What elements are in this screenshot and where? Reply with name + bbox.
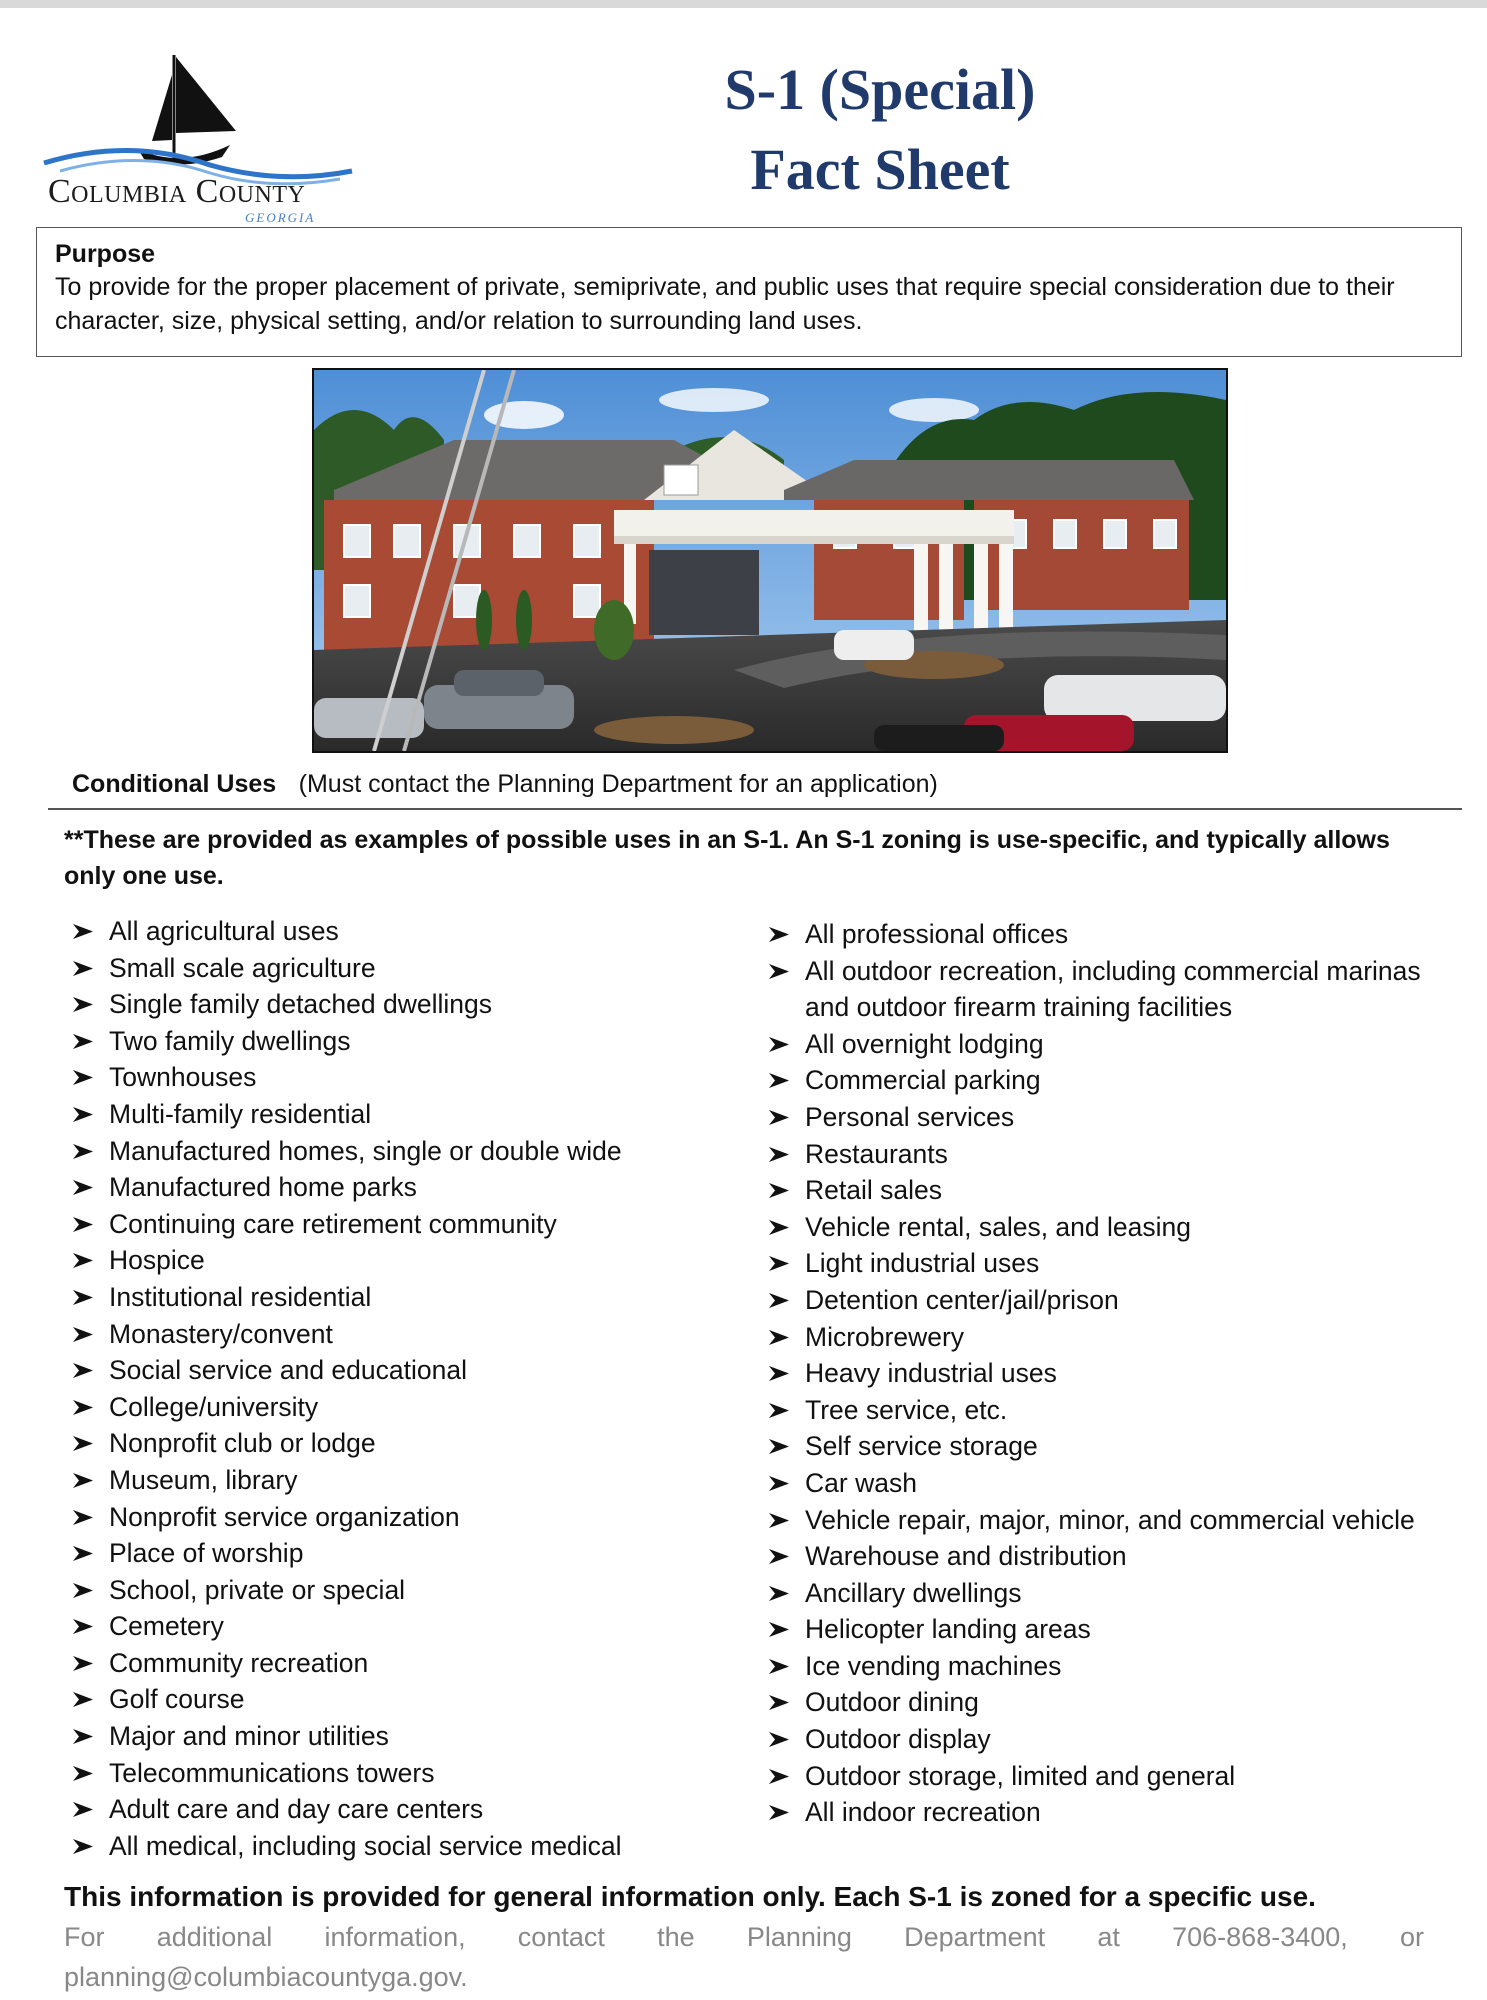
arrow-bullet-icon: [768, 1146, 790, 1163]
list-item-text: Retail sales: [805, 1175, 942, 1206]
list-item-text: Nonprofit service organization: [109, 1501, 460, 1532]
arrow-bullet-icon: [72, 1143, 94, 1160]
arrow-bullet-icon: [72, 996, 94, 1013]
list-item-text: Two family dwellings: [109, 1025, 351, 1056]
list-item-text: Outdoor dining: [805, 1687, 979, 1718]
list-item-text: Self service storage: [805, 1431, 1038, 1462]
list-item-text: Warehouse and distribution: [805, 1541, 1127, 1572]
arrow-bullet-icon: [72, 1362, 94, 1379]
arrow-bullet-icon: [768, 1402, 790, 1419]
list-item: [768, 1392, 1448, 1429]
list-item: [768, 1282, 1448, 1319]
list-item: [72, 1499, 732, 1536]
list-item: [72, 1389, 732, 1426]
list-item-text: School, private or special: [109, 1574, 406, 1605]
list-item: [72, 1791, 732, 1828]
list-item: [768, 1538, 1448, 1575]
list-item-text: Cemetery: [109, 1611, 224, 1642]
list-item-text: Heavy industrial uses: [805, 1358, 1057, 1389]
arrow-bullet-icon: [72, 1655, 94, 1672]
list-item-text: Manufactured home parks: [109, 1172, 417, 1203]
list-item: [72, 950, 732, 987]
list-item-text: Outdoor storage, limited and general: [805, 1760, 1236, 1791]
arrow-bullet-icon: [768, 1036, 790, 1053]
arrow-bullet-icon: [768, 1585, 790, 1602]
arrow-bullet-icon: [72, 1252, 94, 1269]
list-item-text: Nonprofit club or lodge: [109, 1428, 376, 1459]
logo-wordmark: Columbia County: [48, 173, 306, 210]
building-photo: [312, 368, 1228, 753]
arrow-bullet-icon: [72, 1582, 94, 1599]
list-item: [72, 1755, 732, 1792]
list-item-text: All medical, including social service medical: [109, 1830, 622, 1861]
list-item: [72, 1023, 732, 1060]
arrow-bullet-icon: [72, 1618, 94, 1635]
list-item-text: All overnight lodging: [805, 1028, 1044, 1059]
arrow-bullet-icon: [72, 1801, 94, 1818]
arrow-bullet-icon: [768, 1694, 790, 1711]
list-item: [72, 1645, 732, 1682]
arrow-bullet-icon: [768, 1621, 790, 1638]
list-item-text: Townhouses: [109, 1062, 257, 1093]
arrow-bullet-icon: [768, 1804, 790, 1821]
title-line-2: Fact Sheet: [750, 137, 1010, 202]
list-item: [768, 1062, 1448, 1099]
contact-info: For additional information, contact the Planning Department at 706-868-3400, or planning@columbiacountyga.gov.: [64, 1922, 1424, 1992]
arrow-bullet-icon: [72, 1691, 94, 1708]
list-item: [768, 1502, 1448, 1539]
list-item-text: Ancillary dwellings: [805, 1577, 1022, 1608]
examples-note: **These are provided as examples of possible uses in an S-1. An S-1 zoning is use-specific, and typically allows only one use.: [64, 826, 1390, 890]
list-item: [768, 1428, 1448, 1465]
list-item: [768, 1136, 1448, 1173]
list-item: [768, 916, 1448, 953]
list-item: [72, 1462, 732, 1499]
list-item-text: Detention center/jail/prison: [805, 1284, 1119, 1315]
list-item-text: Social service and educational: [109, 1355, 467, 1386]
disclaimer: This information is provided for general information only. Each S-1 is zoned for a specific use.: [64, 1881, 1316, 1912]
arrow-bullet-icon: [768, 1658, 790, 1675]
list-item: [768, 1611, 1448, 1648]
list-item: [72, 1425, 732, 1462]
list-item-text: Major and minor utilities: [109, 1721, 389, 1752]
list-item: [72, 986, 732, 1023]
list-item: [72, 1572, 732, 1609]
list-item-text: Single family detached dwellings: [109, 989, 492, 1020]
list-item-text: Manufactured homes, single or double wide: [109, 1135, 622, 1166]
purpose-text: To provide for the proper placement of private, semiprivate, and public uses that require special consideration due to their character, size, physical setting, and/or relation to surrounding land uses.: [55, 273, 1395, 335]
uses-list-left: [72, 913, 732, 1864]
arrow-bullet-icon: [768, 1768, 790, 1785]
arrow-bullet-icon: [72, 923, 94, 940]
arrow-bullet-icon: [768, 1731, 790, 1748]
arrow-bullet-icon: [72, 1435, 94, 1452]
list-item-text: All professional offices: [805, 919, 1069, 949]
arrow-bullet-icon: [768, 1438, 790, 1455]
arrow-bullet-icon: [768, 1109, 790, 1126]
list-item: [768, 1721, 1448, 1758]
list-item: [72, 1828, 732, 1865]
purpose-heading: Purpose: [55, 240, 156, 268]
list-item: [72, 1681, 732, 1718]
list-item-text: Monastery/convent: [109, 1318, 333, 1349]
list-item-text: Outdoor display: [805, 1724, 991, 1755]
list-item-text: Tree service, etc.: [805, 1394, 1008, 1425]
arrow-bullet-icon: [768, 1548, 790, 1565]
list-item-text: All indoor recreation: [805, 1797, 1041, 1828]
list-item: [768, 1575, 1448, 1612]
list-item-text: Continuing care retirement community: [109, 1208, 557, 1239]
list-item: [72, 1133, 732, 1170]
list-item: [72, 1352, 732, 1389]
arrow-bullet-icon: [72, 1728, 94, 1745]
arrow-bullet-icon: [768, 1255, 790, 1272]
uses-list-right: [768, 916, 1448, 1831]
logo-subtitle: GEORGIA: [245, 210, 316, 225]
conditional-uses-heading: [72, 770, 1462, 799]
arrow-bullet-icon: [768, 1329, 790, 1346]
list-item: [72, 1242, 732, 1279]
arrow-bullet-icon: [72, 1216, 94, 1233]
top-border: [0, 0, 1487, 8]
list-item: [768, 1245, 1448, 1282]
list-item-text: Light industrial uses: [805, 1248, 1040, 1279]
title-line-1: S-1 (Special): [724, 57, 1036, 122]
list-item-text: Microbrewery: [805, 1321, 965, 1352]
arrow-bullet-icon: [768, 1475, 790, 1492]
list-item: [768, 1465, 1448, 1502]
list-item-text: Car wash: [805, 1467, 917, 1498]
list-item: [768, 1026, 1448, 1063]
list-item-text: Personal services: [805, 1101, 1015, 1132]
list-item-text: Helicopter landing areas: [805, 1614, 1091, 1645]
list-item-text: Restaurants: [805, 1138, 948, 1169]
arrow-bullet-icon: [72, 960, 94, 977]
arrow-bullet-icon: [768, 1182, 790, 1199]
arrow-bullet-icon: [768, 1512, 790, 1529]
list-item-text: College/university: [109, 1391, 319, 1422]
list-item-text: Ice vending machines: [805, 1650, 1062, 1681]
list-item: [72, 1169, 732, 1206]
purpose-box: [36, 227, 1462, 357]
list-item-text: Community recreation: [109, 1647, 369, 1678]
arrow-bullet-icon: [768, 1072, 790, 1089]
arrow-bullet-icon: [768, 1365, 790, 1382]
list-item: [768, 1758, 1448, 1795]
list-item: [72, 1608, 732, 1645]
list-item: [768, 1099, 1448, 1136]
list-item: [72, 1059, 732, 1096]
list-item: [768, 1794, 1448, 1831]
list-item-text: All agricultural uses: [109, 916, 339, 946]
list-item: [768, 1684, 1448, 1721]
arrow-bullet-icon: [768, 1292, 790, 1309]
list-item-text: Place of worship: [109, 1538, 304, 1569]
list-item: [768, 1648, 1448, 1685]
arrow-bullet-icon: [72, 1399, 94, 1416]
list-item-text: Commercial parking: [805, 1065, 1041, 1096]
list-item: [768, 953, 1448, 1026]
list-item-text: Institutional residential: [109, 1281, 372, 1312]
list-item: [72, 1206, 732, 1243]
columbia-county-logo: [40, 45, 370, 225]
list-item: [72, 1096, 732, 1133]
arrow-bullet-icon: [72, 1509, 94, 1526]
arrow-bullet-icon: [72, 1326, 94, 1343]
arrow-bullet-icon: [72, 1106, 94, 1123]
arrow-bullet-icon: [72, 1179, 94, 1196]
list-item-text: Multi-family residential: [109, 1098, 372, 1129]
list-item: [72, 1535, 732, 1572]
divider: [48, 808, 1462, 810]
list-item-text: Small scale agriculture: [109, 952, 376, 983]
arrow-bullet-icon: [72, 1765, 94, 1782]
list-item-text: Telecommunications towers: [109, 1757, 435, 1788]
arrow-bullet-icon: [768, 926, 790, 943]
list-item: [768, 1172, 1448, 1209]
list-item: [72, 1279, 732, 1316]
list-item-text: Adult care and day care centers: [109, 1794, 484, 1825]
conditional-uses-note: (Must contact the Planning Department for an application): [298, 770, 938, 798]
list-item: [768, 1209, 1448, 1246]
conditional-uses-label: Conditional Uses: [72, 770, 277, 798]
list-item: [768, 1355, 1448, 1392]
arrow-bullet-icon: [768, 1219, 790, 1236]
arrow-bullet-icon: [72, 1033, 94, 1050]
arrow-bullet-icon: [72, 1289, 94, 1306]
list-item-text: Vehicle rental, sales, and leasing: [805, 1211, 1191, 1242]
list-item-text: Hospice: [109, 1245, 205, 1276]
arrow-bullet-icon: [72, 1472, 94, 1489]
arrow-bullet-icon: [72, 1545, 94, 1562]
list-item: [72, 913, 732, 950]
list-item-text: Museum, library: [109, 1464, 298, 1495]
list-item: [768, 1319, 1448, 1356]
arrow-bullet-icon: [72, 1838, 94, 1855]
page-title: [560, 50, 1200, 210]
list-item: [72, 1316, 732, 1353]
arrow-bullet-icon: [72, 1069, 94, 1086]
list-item-text: Golf course: [109, 1684, 245, 1715]
arrow-bullet-icon: [768, 963, 790, 980]
list-item-text: Vehicle repair, major, minor, and commercial vehicle: [805, 1504, 1415, 1535]
list-item-text: All outdoor recreation, including commercial marinas and outdoor firearm training facilities: [805, 955, 1421, 1023]
list-item: [72, 1718, 732, 1755]
